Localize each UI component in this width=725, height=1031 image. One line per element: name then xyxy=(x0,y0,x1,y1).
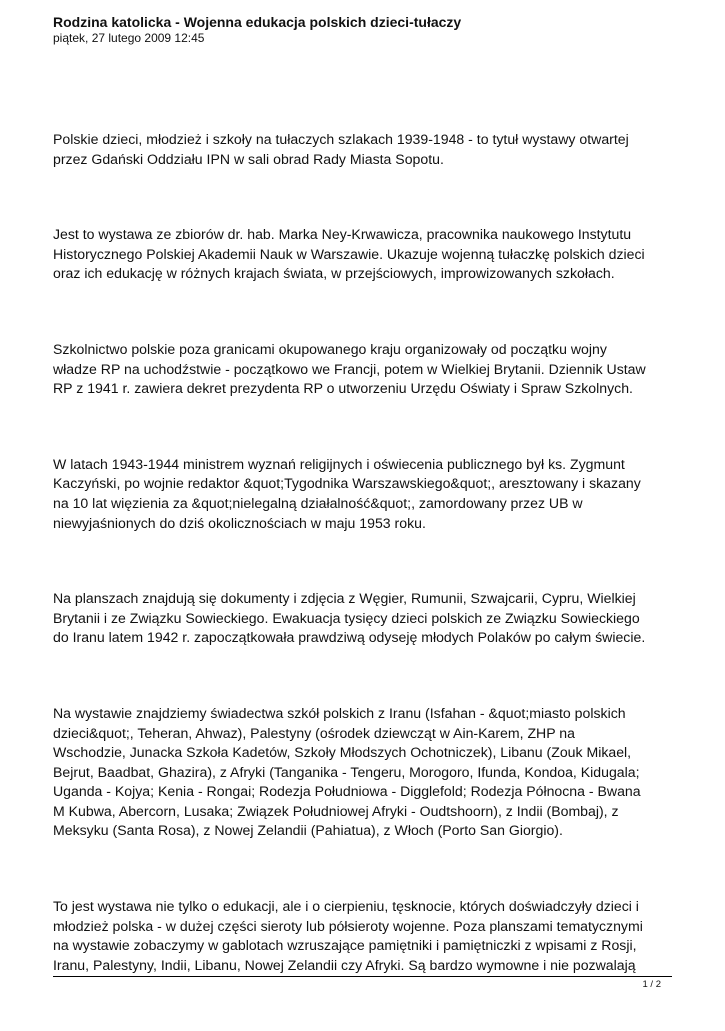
text-line: niewyjaśnionych do dziś okolicznościach w maju 1953 roku. xyxy=(53,514,426,531)
text-line: Iranu, Palestyny, Indii, Libanu, Nowej Zelandii czy Afryki. Są bardzo wymowne i nie pozwalają xyxy=(53,956,636,973)
text-line: Kaczyński, po wojnie redaktor &quot;Tygodnika Warszawskiego&quot;, aresztowany i skazany xyxy=(53,475,641,492)
paragraph-7 xyxy=(53,897,669,975)
paragraph-1 xyxy=(53,130,669,169)
text-line: Meksyku (Santa Rosa), z Nowej Zelandii (Pahiatua), z Włoch (Porto San Giorgio). xyxy=(53,822,563,839)
text-line: oraz ich edukację w różnych krajach świata, w przejściowych, improwizowanych szkołach. xyxy=(53,265,615,282)
paragraph-6 xyxy=(53,704,669,841)
text-line: Historycznego Polskiej Akademii Nauk w Warszawie. Ukazuje wojenną tułaczkę polskich dzieci xyxy=(53,245,645,262)
paragraph-5 xyxy=(53,589,669,648)
text-line: młodzież polska - w dużej części sieroty lub półsieroty wojenne. Poza planszami tematycznymi xyxy=(53,917,643,934)
text-line: Szkolnictwo polskie poza granicami okupowanego kraju organizowały od początku wojny xyxy=(53,340,607,357)
text-line: Brytanii i ze Związku Sowieckiego. Ewakuacja tysięcy dzieci polskich ze Związku Sowieckiego xyxy=(53,609,640,626)
footer-divider xyxy=(53,976,672,977)
text-line: Uganda - Kojya; Kenia - Rongai; Rodezja Południowa - Digglefold; Rodezja Północna - Bwana xyxy=(53,783,641,800)
text-line: przez Gdański Oddziału IPN w sali obrad Rady Miasta Sopotu. xyxy=(53,150,444,167)
text-line: Na planszach znajdują się dokumenty i zdjęcia z Węgier, Rumunii, Szwajcarii, Cypru, Wielkiej xyxy=(53,590,636,607)
page-number: 1 / 2 xyxy=(642,979,661,990)
text-line: na 10 lat więzienia za &quot;nielegalną działalność&quot;, zamordowany przez UB w xyxy=(53,494,583,511)
text-line: na wystawie zobaczymy w gablotach wzruszające pamiętniki i pamiętniczki z wpisami z Rosji, xyxy=(53,937,637,954)
paragraph-2 xyxy=(53,225,669,284)
article-date: piątek, 27 lutego 2009 12:45 xyxy=(53,31,205,45)
text-line: To jest wystawa nie tylko o edukacji, ale i o cierpieniu, tęsknocie, których doświadczyły dzieci i xyxy=(53,898,639,915)
text-line: Jest to wystawa ze zbiorów dr. hab. Marka Ney-Krwawicza, pracownika naukowego Instytutu xyxy=(53,226,632,243)
text-line: RP z 1941 r. zawiera dekret prezydenta RP o utworzeniu Urzędu Oświaty i Spraw Szkolnych. xyxy=(53,380,633,397)
article-title: Rodzina katolicka - Wojenna edukacja polskich dzieci-tułaczy xyxy=(53,14,462,30)
document-header xyxy=(53,14,673,46)
text-line: władze RP na uchodźstwie - początkowo we Francji, potem w Wielkiej Brytanii. Dziennik Ustaw xyxy=(53,360,646,377)
text-line: dzieci&quot;, Teheran, Ahwaz), Palestyny (ośrodek dziewcząt w Ain-Karem, ZHP na xyxy=(53,724,575,741)
article-body xyxy=(53,130,669,1031)
paragraph-4 xyxy=(53,455,669,533)
text-line: Bejrut, Baadbat, Ghazira), z Afryki (Tanganika - Tengeru, Morogoro, Ifunda, Kondoa, Kidugala; xyxy=(53,763,640,780)
text-line: Wschodzie, Junacka Szkoła Kadetów, Szkoły Młodszych Ochotniczek), Libanu (Zouk Mikael, xyxy=(53,744,632,761)
text-line: Na wystawie znajdziemy świadectwa szkół polskich z Iranu (Isfahan - &quot;miasto polskich xyxy=(53,704,626,721)
paragraph-3 xyxy=(53,340,669,399)
text-line: do Iranu latem 1942 r. zapoczątkowała prawdziwą odyseję młodych Polaków po całym świecie. xyxy=(53,629,646,646)
text-line: Polskie dzieci, młodzież i szkoły na tułaczych szlakach 1939-1948 - to tytuł wystawy otwartej xyxy=(53,131,629,147)
text-line: M Kubwa, Abercorn, Lusaka; Związek Południowej Afryki - Oudtshoorn), z Indii (Bombaj), z xyxy=(53,802,619,819)
text-line: W latach 1943-1944 ministrem wyznań religijnych i oświecenia publicznego był ks. Zygmunt xyxy=(53,455,625,472)
